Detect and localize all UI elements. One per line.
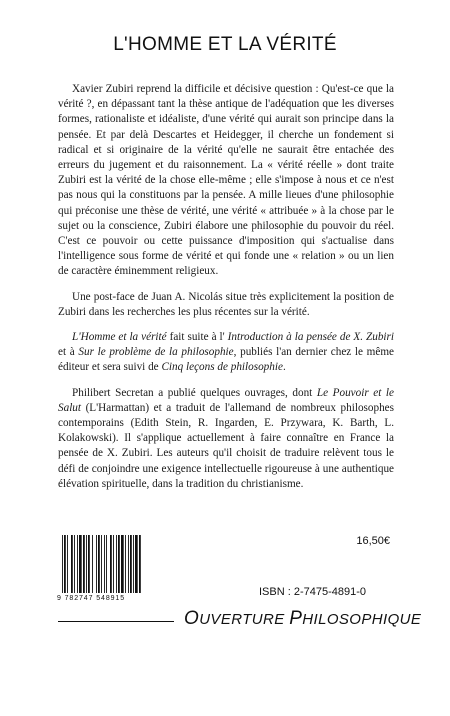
barcode-bar xyxy=(64,535,66,593)
barcode-bar xyxy=(104,535,105,593)
italic-title: L'Homme et la vérité xyxy=(72,331,167,344)
barcode-bar xyxy=(98,535,100,593)
barcode-bar xyxy=(113,535,114,593)
text-fragment: . xyxy=(282,361,286,374)
italic-title: Sur le problème de la philosophie xyxy=(78,346,234,359)
italic-title: Introduction à la pensée de X. Zubiri xyxy=(227,331,394,344)
paragraph-summary: Xavier Zubiri reprend la difficile et décisive question : Qu'est-ce que la vérité ?, en dépassant tant la thèse antique de l'adéquation que les diverses formes, rationaliste et idéaliste, d'une vérité qui aurait son principe dans la pensée. Et par delà Descartes et Heidegger, il cherche un fondement si radical et si originaire de la vérité qu'elle ne saurait être entachée des erreurs du jugement et du raisonnement. La « vérité réelle » dont traite Zubiri est la vérité de la chose elle-même ; elle s'impose à nous et ce n'est pas nous qui la constituons par la pensée. A mille lieues d'une philosophie qui préconise une thèse de vérité, une vérité « attribuée » à la chose par le sujet ou la conscience, Zubiri élabore une philosophie du pouvoir du réel. C'est ce pouvoir ou cette puissance d'imposition qui s'actualise dans l'intelligence sous forme de vérité et qui fonde une « relation » ou un lien de caractère éminemment religieux. xyxy=(58,83,394,278)
barcode-bar xyxy=(74,535,75,593)
barcode-bar xyxy=(77,535,78,593)
barcode-bar xyxy=(101,535,102,593)
barcode-bar xyxy=(139,535,141,593)
barcode-bar xyxy=(62,535,63,593)
price: 16,50€ xyxy=(356,535,390,547)
back-cover-text xyxy=(58,82,394,502)
paragraph-series xyxy=(58,330,394,376)
barcode-bar xyxy=(133,535,134,593)
barcode-bar xyxy=(83,535,85,593)
isbn: ISBN : 2-7475-4891-0 xyxy=(259,586,367,598)
book-title: L'HOMME ET LA VÉRITÉ xyxy=(113,34,337,55)
collection-initial: O xyxy=(184,608,200,629)
barcode-bar xyxy=(67,535,68,593)
collection-word: UVERTURE xyxy=(199,611,290,628)
barcode-bar xyxy=(79,535,82,593)
barcode-bar xyxy=(106,535,107,593)
collection-word: HILOSOPHIQUE xyxy=(302,611,422,628)
barcode-bar xyxy=(116,535,117,593)
barcode-bar xyxy=(86,535,87,593)
text-fragment: , publiés l'an dernier chez le même éditeur et sera suivi de xyxy=(58,346,395,374)
barcode-bar xyxy=(96,535,97,593)
barcode-bar xyxy=(71,535,73,593)
text-fragment: fait suite à l' xyxy=(166,331,228,344)
barcode-bar xyxy=(128,535,129,593)
text-fragment: Philibert Secretan a publié quelques ouvrages, dont xyxy=(72,386,317,399)
barcode-digits: 9 782747 548915 xyxy=(57,595,125,602)
italic-title: Le Pouvoir et le Salut xyxy=(58,386,394,414)
barcode-bar xyxy=(92,535,93,593)
barcode-bar xyxy=(130,535,132,593)
barcode-bar xyxy=(121,535,124,593)
barcode-bar xyxy=(88,535,90,593)
barcode-bar xyxy=(110,535,112,593)
barcode-bar xyxy=(118,535,120,593)
barcode xyxy=(60,535,168,601)
collection-name xyxy=(184,608,421,630)
text-fragment: et à xyxy=(58,346,79,359)
paragraph-postface: Une post-face de Juan A. Nicolás situe très explicitement la position de Zubiri dans les recherches les plus récentes sur la vérité. xyxy=(58,290,394,318)
barcode-bar xyxy=(135,535,138,593)
barcode-bar xyxy=(125,535,126,593)
collection-rule xyxy=(58,621,174,622)
text-fragment: (L'Harmattan) et a traduit de l'allemand de nombreux philosophes contemporains (Edith Stein, R. Ingarden, E. Przywara, K. Barth, L. Kolakowski). Il s'applique actuellement à faire connaître en France la pensée de X. Zubiri. Les auteurs qu'il choisit de traduire relèvent tous le défi de conjoindre une exigence intellectuelle rigoureuse à une authentique élévation spirituelle, dans la tradition du christianisme. xyxy=(58,401,394,490)
collection-initial: P xyxy=(289,608,303,629)
paragraph-translator xyxy=(58,386,394,492)
italic-title: Cinq leçons de philosophie xyxy=(161,361,283,374)
